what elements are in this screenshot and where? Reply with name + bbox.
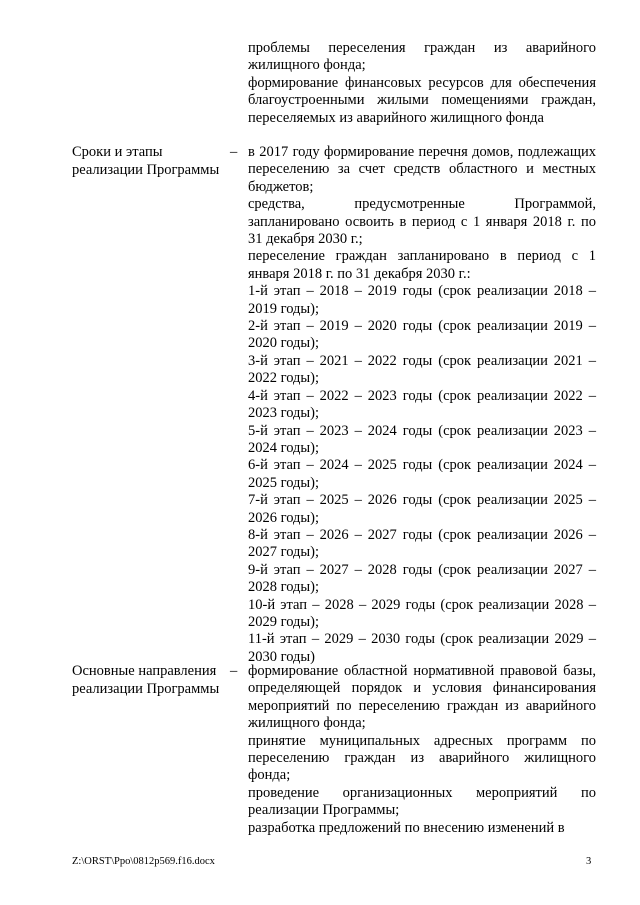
list-item: проблемы переселения граждан из аварийного жилищного фонда;	[248, 40, 596, 74]
row-value	[248, 144, 596, 666]
list-item: проведение организационных мероприятий по реализации Программы;	[248, 784, 596, 819]
list-item: средства, предусмотренные Программой, запланировано освоить в период с 1 января 2018 г. по 31 декабря 2030 г.;	[248, 196, 596, 248]
list-item: 1-й этап – 2018 – 2019 годы (срок реализации 2018 – 2019 годы);	[248, 283, 596, 317]
list-item: переселение граждан запланировано в период с 1 января 2018 г. по 31 декабря 2030 г.:	[248, 248, 596, 282]
list-item: 10-й этап – 2028 – 2029 годы (срок реализации 2028 – 2029 годы);	[248, 596, 596, 630]
continuation-text	[248, 40, 596, 127]
list-item: формирование областной нормативной правовой базы, определяющей порядок и условия финансирования мероприятий по переселению граждан из аварийного жилищного фонда;	[248, 663, 596, 732]
footer-file-path: Z:\ORST\Ppo\0812p569.f16.docx	[72, 856, 215, 867]
list-item: 5-й этап – 2023 – 2024 годы (срок реализации 2023 – 2024 годы);	[248, 422, 596, 456]
list-item: формирование финансовых ресурсов для обеспечения благоустроенными жилыми помещениями граждан, переселяемых из аварийного жилищного фонда	[248, 74, 596, 126]
row-dash: –	[230, 144, 238, 160]
list-item: в 2017 году формирование перечня домов, подлежащих переселению за счет средств областного и местных бюджетов;	[248, 144, 596, 195]
list-item: 8-й этап – 2026 – 2027 годы (срок реализации 2026 – 2027 годы);	[248, 526, 596, 561]
list-item: 2-й этап – 2019 – 2020 годы (срок реализации 2019 – 2020 годы);	[248, 318, 596, 352]
list-item: 4-й этап – 2022 – 2023 годы (срок реализации 2022 – 2023 годы);	[248, 387, 596, 422]
list-item: 11-й этап – 2029 – 2030 годы (срок реализации 2029 – 2030 годы)	[248, 631, 596, 665]
list-item: 7-й этап – 2025 – 2026 годы (срок реализации 2025 – 2026 годы);	[248, 492, 596, 526]
row-value	[248, 663, 596, 837]
list-item: 6-й этап – 2024 – 2025 годы (срок реализации 2024 – 2025 годы);	[248, 457, 596, 491]
list-item: 9-й этап – 2027 – 2028 годы (срок реализации 2027 – 2028 годы);	[248, 561, 596, 596]
list-item: 3-й этап – 2021 – 2022 годы (срок реализации 2021 – 2022 годы);	[248, 352, 596, 387]
page-number: 3	[586, 856, 592, 867]
row-label: Основные направления реализации Программы	[72, 663, 220, 697]
list-item: разработка предложений по внесению изменений в	[248, 819, 565, 836]
list-item: принятие муниципальных адресных программ по переселению граждан из аварийного жилищного фонда;	[248, 732, 596, 784]
row-dash: –	[230, 663, 238, 679]
row-label: Сроки и этапы реализации Программы	[72, 144, 220, 178]
